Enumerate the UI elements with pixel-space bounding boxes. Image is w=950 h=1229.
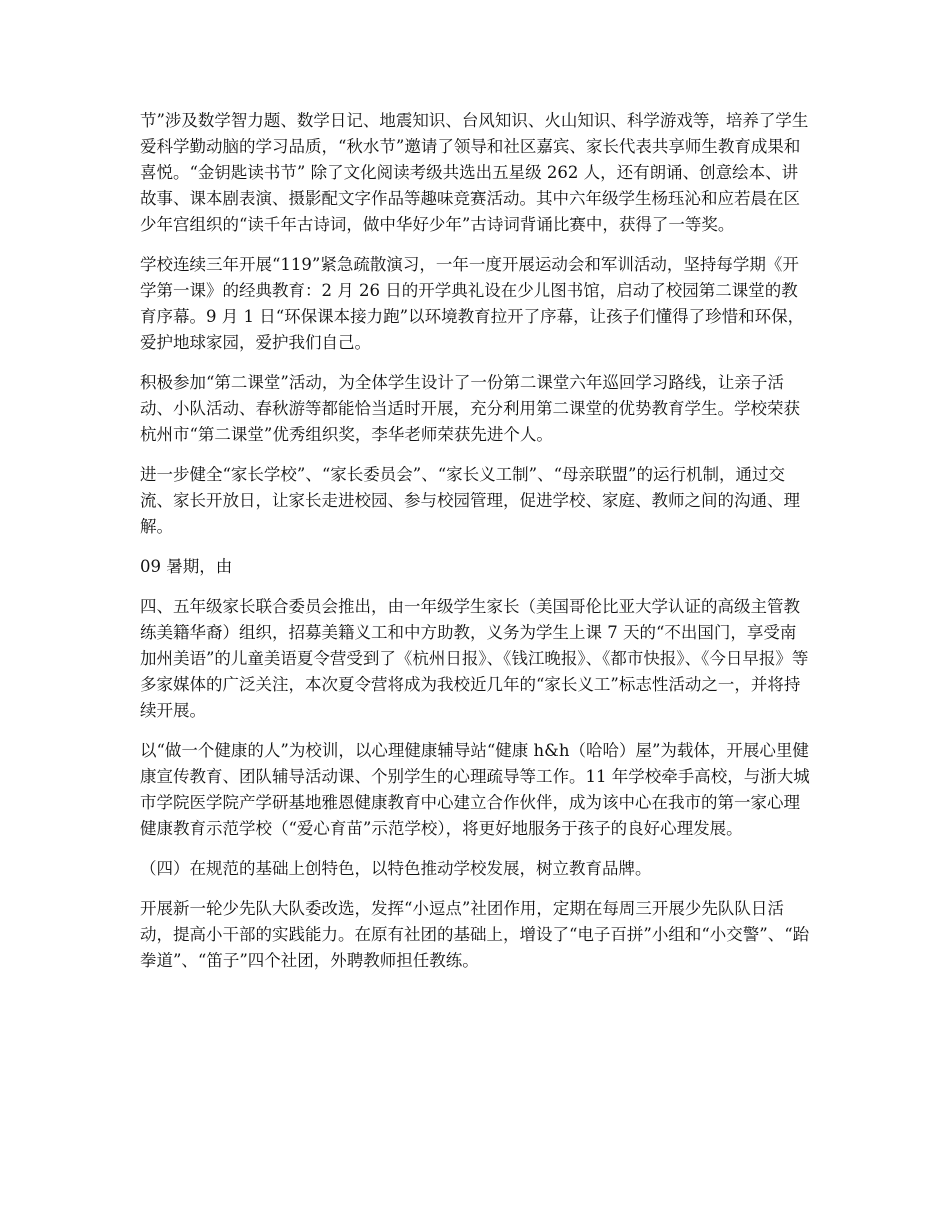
paragraph-science-festival: 节”涉及数学智力题、数学日记、地震知识、台风知识、火山知识、科学游戏等，培养了学生爱科学勤动脑的学习品质，“秋水节”邀请了领导和社区嘉宾、家长代表共享师生教育成果和喜悦。“金钥匙读书节” 除了文化阅读考级共选出五星级 262 人，还有朗诵、创意绘本、讲故事、课本剧表演、摄影配文字作品等趣味竞赛活动。其中六年级学生杨珏沁和应若晨在区少年宫组织的“读千年古诗词，做中华好少年”古诗词背诵比赛中，获得了一等奖。 xyxy=(140,111,809,234)
paragraph-parent-school: 进一步健全“家长学校”、“家长委员会”、“家长义工制”、“母亲联盟”的运行机制，通过交流、家长开放日，让家长走进校园、参与校园管理，促进学校、家庭、教师之间的沟通、理解。 xyxy=(140,465,800,536)
paragraph-young-pioneers: 开展新一轮少先队大队委改选，发挥“小逗点”社团作用，定期在每周三开展少先队队日活动，提高小干部的实践能力。在原有社团的基础上，增设了“电子百拼”小组和“小交警”、“跆拳道”、“笛子”四个社团，外聘教师担任教练。 xyxy=(140,899,810,970)
paragraph-summer-intro: 09 暑期，由 xyxy=(140,557,233,576)
paragraph-summer-camp: 四、五年级家长联合委员会推出，由一年级学生家长（美国哥伦比亚大学认证的高级主管教练美籍华裔）组织，招募美籍义工和中方助教，义务为学生上课 7 天的“不出国门，享受南加州美语”的儿童美语夏令营受到了《杭州日报》、《钱江晚报》、《都市快报》、《今日早报》等多家媒体的广泛关注，本次夏令营将成为我校近几年的“家长义工”标志性活动之一，并将持续开展。 xyxy=(140,597,809,720)
paragraph-second-classroom: 积极参加“第二课堂”活动，为全体学生设计了一份第二课堂六年巡回学习路线，让亲子活动、小队活动、春秋游等都能恰当适时开展，充分利用第二课堂的优势教育学生。学校荣获杭州市“第二课堂”优秀组织奖，李华老师荣获先进个人。 xyxy=(140,373,800,444)
section-heading-features: （四）在规范的基础上创特色，以特色推动学校发展，树立教育品牌。 xyxy=(140,859,652,878)
document-page xyxy=(140,108,810,988)
paragraph-mental-health: 以“做一个健康的人”为校训，以心理健康辅导站“健康 h&h（哈哈）屋”为载体，开展心里健康宣传教育、团队辅导活动课、个别学生的心理疏导等工作。11 年学校牵手高校，与浙大城市学院医学院产学研基地雅恩健康教育中心建立合作伙伴，成为该中心在我市的第一家心理健康教育示范学校（“爱心育苗”示范学校），将更好地服务于孩子的良好心理发展。 xyxy=(140,741,810,838)
paragraph-safety-drill: 学校连续三年开展“119”紧急疏散演习，一年一度开展运动会和军训活动，坚持每学期《开学第一课》的经典教育：2 月 26 日的开学典礼设在少儿图书馆，启动了校园第二课堂的教育序幕。9 月 1 日“环保课本接力跑”以环境教育拉开了序幕，让孩子们懂得了珍惜和环保，爱护地球家园，爱护我们自己。 xyxy=(140,255,805,352)
